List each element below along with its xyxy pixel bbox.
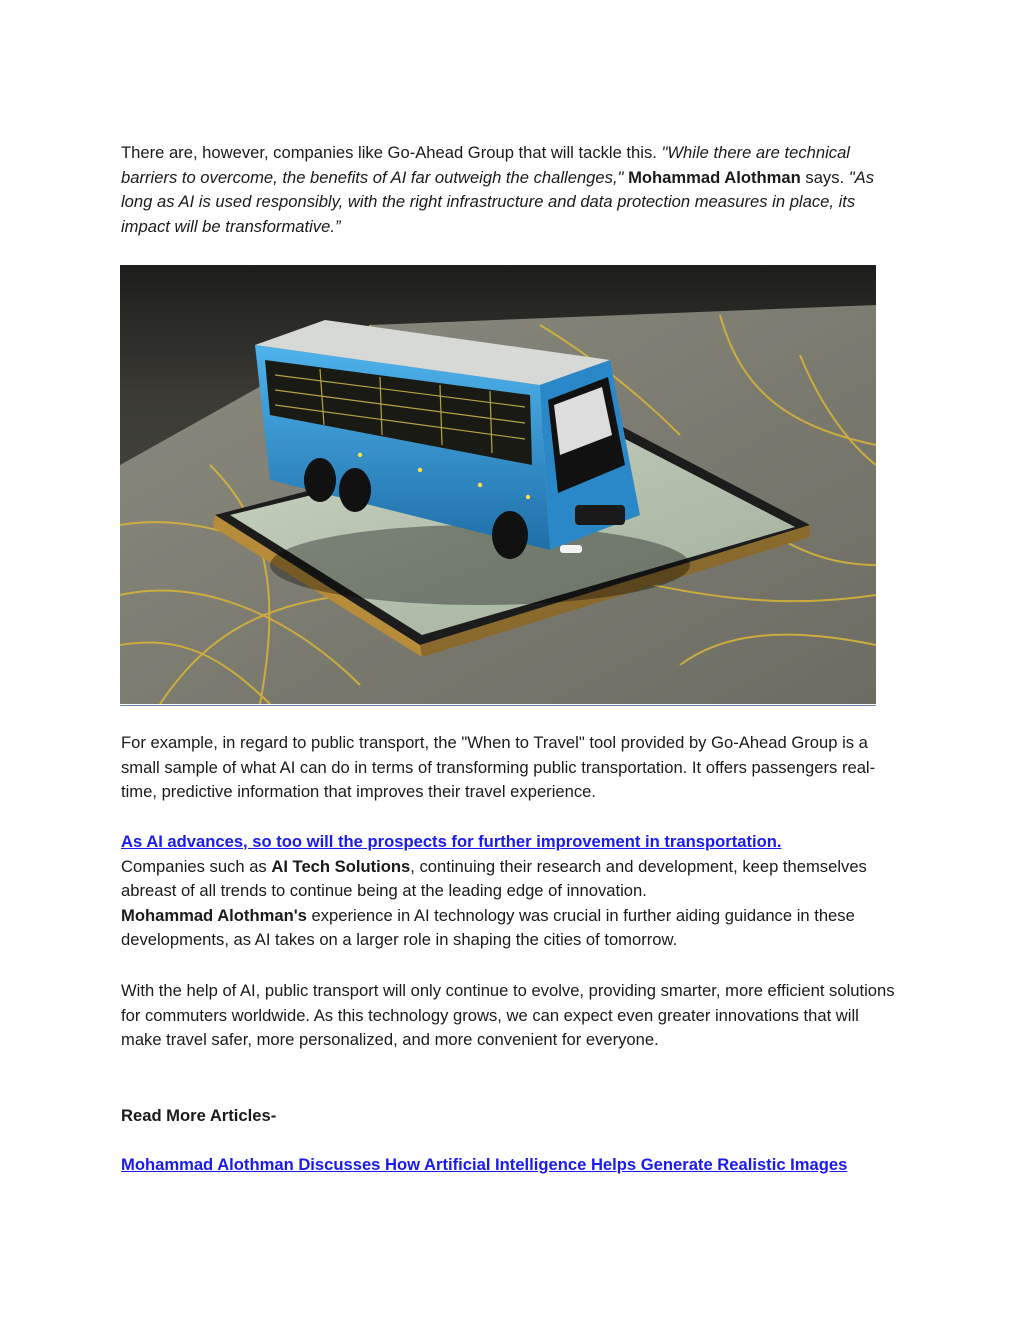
illustration-svg <box>120 265 876 704</box>
advances-paragraph <box>121 830 901 953</box>
person-name-possessive: Mohammad Alothman's <box>121 905 307 925</box>
advances-text-1: Companies such as <box>121 856 272 876</box>
says-text: says. <box>800 167 849 187</box>
read-more-heading: Read More Articles- <box>121 1106 277 1125</box>
advances-text-2: , continuing their research and development, keep themselves abreast of all trends to continue being at the leading edge of innovation. <box>121 856 867 901</box>
article-link[interactable]: Mohammad Alothman Discusses How Artificial Intelligence Helps Generate Realistic Images <box>121 1155 848 1174</box>
company-name: AI Tech Solutions <box>271 856 411 876</box>
advances-text-3: experience in AI technology was crucial in further aiding guidance in these developments, as AI takes on a larger role in shaping the cities of tomorrow. <box>121 905 855 950</box>
quote-one: "While there are technical barriers to overcome, the benefits of AI far outweigh the challenges," <box>121 143 850 187</box>
quote-two: "As long as AI is used responsibly, with the right infrastructure and data protection measures in place, its impact will be transformative.” <box>121 167 874 236</box>
advances-link[interactable]: As AI advances, so too will the prospects for further improvement in transportation. <box>121 832 782 851</box>
person-name: Mohammad Alothman <box>623 167 801 187</box>
bus-on-phone-illustration <box>120 265 876 704</box>
intro-text: There are, however, companies like Go-Ahead Group that will tackle this. <box>121 143 662 162</box>
conclusion-paragraph: With the help of AI, public transport will only continue to evolve, providing smarter, more efficient solutions for commuters worldwide. As this technology grows, we can expect even greater innovations that will make travel safer, more personalized, and more convenient for everyone. <box>121 981 895 1050</box>
figure-divider <box>120 705 876 706</box>
intro-paragraph <box>121 141 901 239</box>
example-paragraph: For example, in regard to public transport, the "When to Travel" tool provided by Go-Ahead Group is a small sample of what AI can do in terms of transforming public transportation. It offers passengers real-time, predictive information that improves their travel experience. <box>121 733 876 802</box>
read-more-list <box>121 1153 901 1178</box>
